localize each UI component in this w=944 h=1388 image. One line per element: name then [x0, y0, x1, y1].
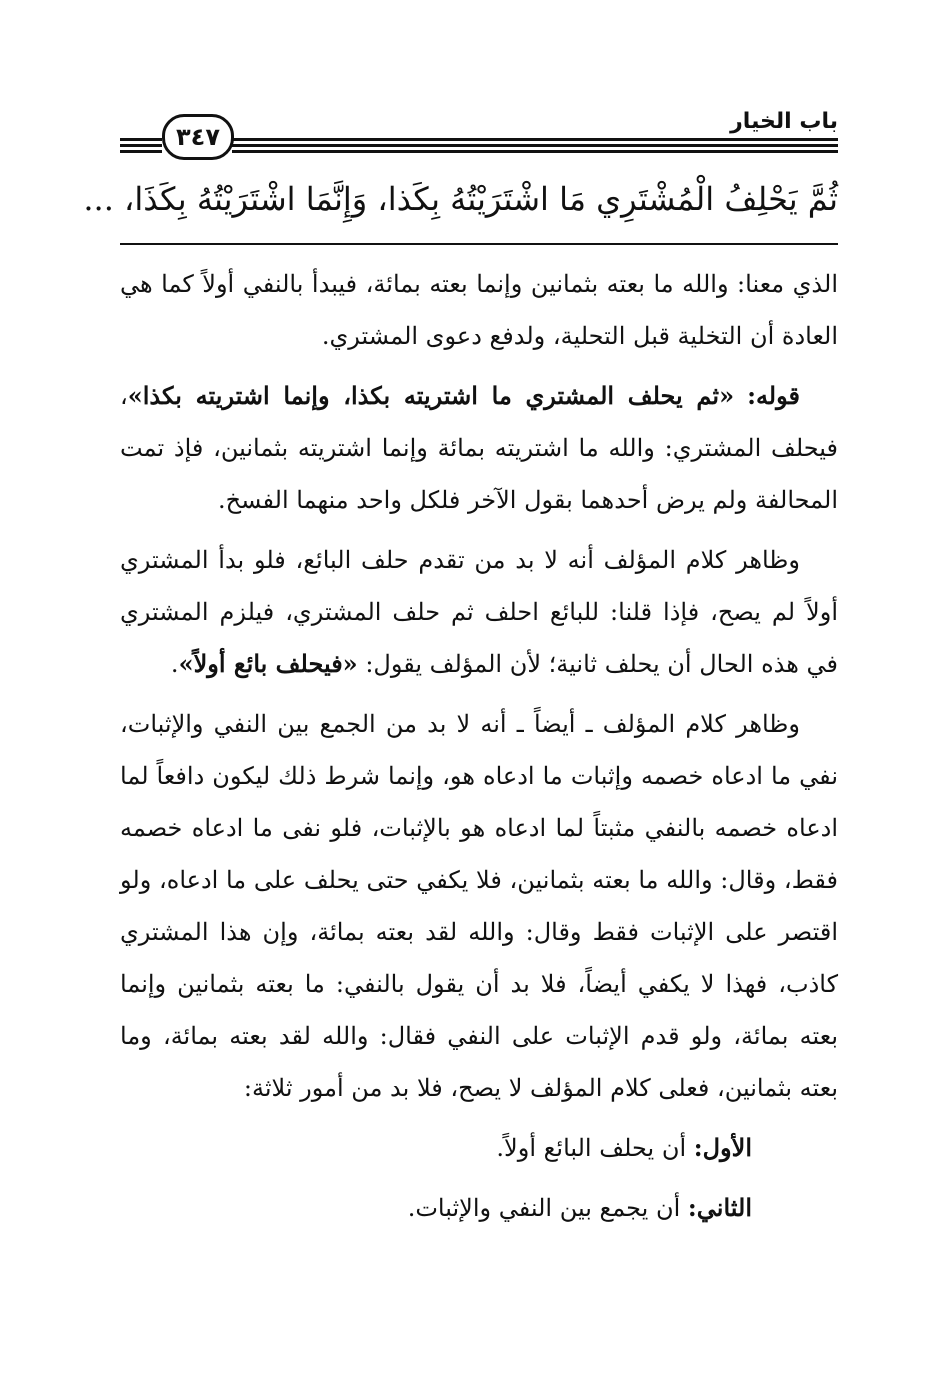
header-rule [120, 138, 162, 141]
header-rule [232, 150, 838, 153]
page-number: ٣٤٧ [162, 114, 234, 160]
paragraph-3 [120, 534, 838, 690]
page-header [120, 108, 838, 158]
item-label: الأول: [693, 1133, 752, 1162]
item-text: أن يجمع بين النفي والإثبات. [407, 1194, 681, 1222]
author-quote: «فيحلف بائع أولاً» [178, 649, 358, 678]
matn-divider [120, 243, 838, 245]
matn-text: ثُمَّ يَحْلِفُ الْمُشْتَرِي مَا اشْتَرَيْتُهُ بِكَذا، وَإِنَّمَا اشْتَرَيْتُهُ بِكَذَا، ... [83, 180, 838, 218]
matn-quote: «ثم يحلف المشتري ما اشتريته بكذا، وإنما اشتريته بكذا» [127, 381, 735, 410]
header-rule [232, 138, 838, 141]
paragraph-3-text: وظاهر كلام المؤلف أنه لا بد من تقدم حلف البائع، فلو بدأ المشتري أولاً لم يصح، فإذا قلنا: للبائع احلف ثم حلف المشتري، فيلزم المشتري في هذه الحال أن يحلف ثانية؛ لأن المؤلف يقول: [120, 546, 838, 678]
header-rule [120, 150, 162, 153]
paragraph-1: الذي معنا: والله ما بعته بثمانين وإنما بعته بمائة، فيبدأ بالنفي أولاً كما هي العادة أن التخلية قبل التحلية، ولدفع دعوى المشتري. [120, 270, 838, 350]
paragraph-2 [120, 370, 838, 526]
paragraph-4: وظاهر كلام المؤلف ـ أيضاً ـ أنه لا بد من الجمع بين النفي والإثبات، نفي ما ادعاه خصمه وإثبات ما ادعاه هو، وإنما شرط ذلك ليكون دافعاً لما ادعاه خصمه بالنفي مثبتاً لما ادعاه هو بالإثبات، فلو نفى ما ادعاه خصمه فقط، وقال: والله ما بعته بثمانين، فلا يكفي حتى يحلف على ما ادعاه، ولو اقتصر على الإثبات فقط وقال: والله لقد بعته بمائة، وإن هذا المشتري كاذب، فهذا لا يكفي أيضاً، فلا بد أن يقول بالنفي: ما بعته بثمانين وإنما بعته بمائة، ولو قدم الإثبات على النفي فقال: والله لقد بعته بمائة، وما بعته بثمانين، فعلى كلام المؤلف لا يصح، فلا بد من أمور ثلاثة: [120, 710, 838, 1102]
header-rule [120, 144, 162, 147]
qawluhu-label: قوله: [747, 381, 800, 410]
item-text: أن يحلف البائع أولاً. [496, 1134, 687, 1162]
header-rule [232, 144, 838, 147]
list-item [120, 1122, 838, 1174]
item-label: الثاني: [687, 1193, 752, 1222]
commentary-body [120, 258, 838, 1242]
paragraph-3-end: . [170, 650, 179, 678]
chapter-title: باب الخيار [724, 108, 838, 136]
list-item [120, 1182, 838, 1234]
paragraph-2-text: ، فيحلف المشتري: والله ما اشتريته بمائة وإنما اشتريته بثمانين، فإذ تمت المحالفة ولم يرض أحدهما بقول الآخر فلكل واحد منهما الفسخ. [120, 382, 838, 514]
